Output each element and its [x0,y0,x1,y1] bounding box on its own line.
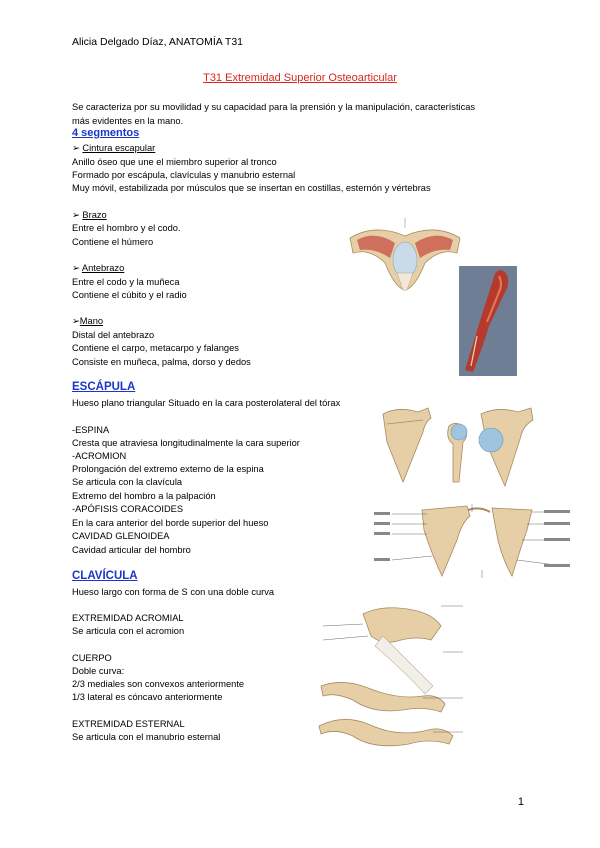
page-header: Alicia Delgado Díaz, ANATOMÍA T31 [72,36,243,48]
intro-line-2: más evidentes en la mano. [72,116,184,126]
segment-line: Distal del antebrazo [72,330,155,340]
escapula-line: -ACROMION [72,451,127,461]
clavicula-line: Hueso largo con forma de S con una doble curva [72,587,275,597]
segment-line: Formado por escápula, clavículas y manubrio esternal [72,170,296,180]
segment-line: Entre el codo y la muñeca [72,277,180,287]
bullet-icon: ➢ [72,143,80,153]
clavicula-line: Se articula con el manubrio esternal [72,732,221,742]
shoulder-girdle-illustration [345,218,465,293]
arm-muscles-illustration [459,266,517,376]
intro-line-1: Se caracteriza por su movilidad y su capacidad para la prensión y la manipulación, características [72,102,476,112]
escapula-line: Prolongación del extremo externo de la espina [72,464,264,474]
scapula-labeled-illustration [372,500,572,582]
segment-line: Contiene el carpo, metacarpo y falanges [72,343,239,353]
clavicle-illustration [313,596,473,751]
escapula-line: Se articula con la clavícula [72,477,183,487]
segment-line: Contiene el húmero [72,237,154,247]
escapula-line: -APÓFISIS CORACOIDES [72,504,184,514]
escapula-line: Cresta que atraviesa longitudinalmente la cara superior [72,438,300,448]
clavicula-line: Doble curva: [72,666,125,676]
clavicula-line: EXTREMIDAD ESTERNAL [72,719,185,729]
segment-line: Consiste en muñeca, palma, dorso y dedos [72,357,251,367]
escapula-line: En la cara anterior del borde superior del hueso [72,518,269,528]
escapula-line: -ESPINA [72,425,110,435]
segment-title-brazo: ➢ Brazo [72,210,107,220]
segment-line: Anillo óseo que une el miembro superior al tronco [72,157,277,167]
document-title: T31 Extremidad Superior Osteoarticular [203,72,397,84]
segment-title-mano: ➢Mano [72,316,104,326]
escapula-line: CAVIDAD GLENOIDEA [72,531,170,541]
clavicula-line: EXTREMIDAD ACROMIAL [72,613,184,623]
bullet-icon: ➢ [72,263,80,273]
segment-line: Muy móvil, estabilizada por músculos que se insertan en costillas, esternón y vértebras [72,183,431,193]
bullet-icon: ➢ [72,316,80,326]
escapula-line: Extremo del hombro a la palpación [72,491,216,501]
segment-title-cintura: ➢ Cintura escapular [72,143,156,153]
bullet-icon: ➢ [72,210,80,220]
clavicula-line: CUERPO [72,653,112,663]
segment-line: Entre el hombro y el codo. [72,223,181,233]
escapula-heading: ESCÁPULA [72,381,136,393]
clavicula-line: 1/3 lateral es cóncavo anteriormente [72,692,223,702]
clavicula-line: Se articula con el acromion [72,626,185,636]
clavicula-line: 2/3 mediales son convexos anteriormente [72,679,245,689]
escapula-line: Hueso plano triangular Situado en la cara posterolateral del tórax [72,398,341,408]
clavicula-heading: CLAVÍCULA [72,570,138,582]
escapula-line: Cavidad articular del hombro [72,545,191,555]
segments-heading: 4 segmentos [72,127,140,139]
scapula-humerus-illustration [373,402,538,492]
segment-line: Contiene el cúbito y el radio [72,290,187,300]
page-number: 1 [517,796,524,808]
segment-title-antebrazo: ➢ Antebrazo [72,263,125,273]
